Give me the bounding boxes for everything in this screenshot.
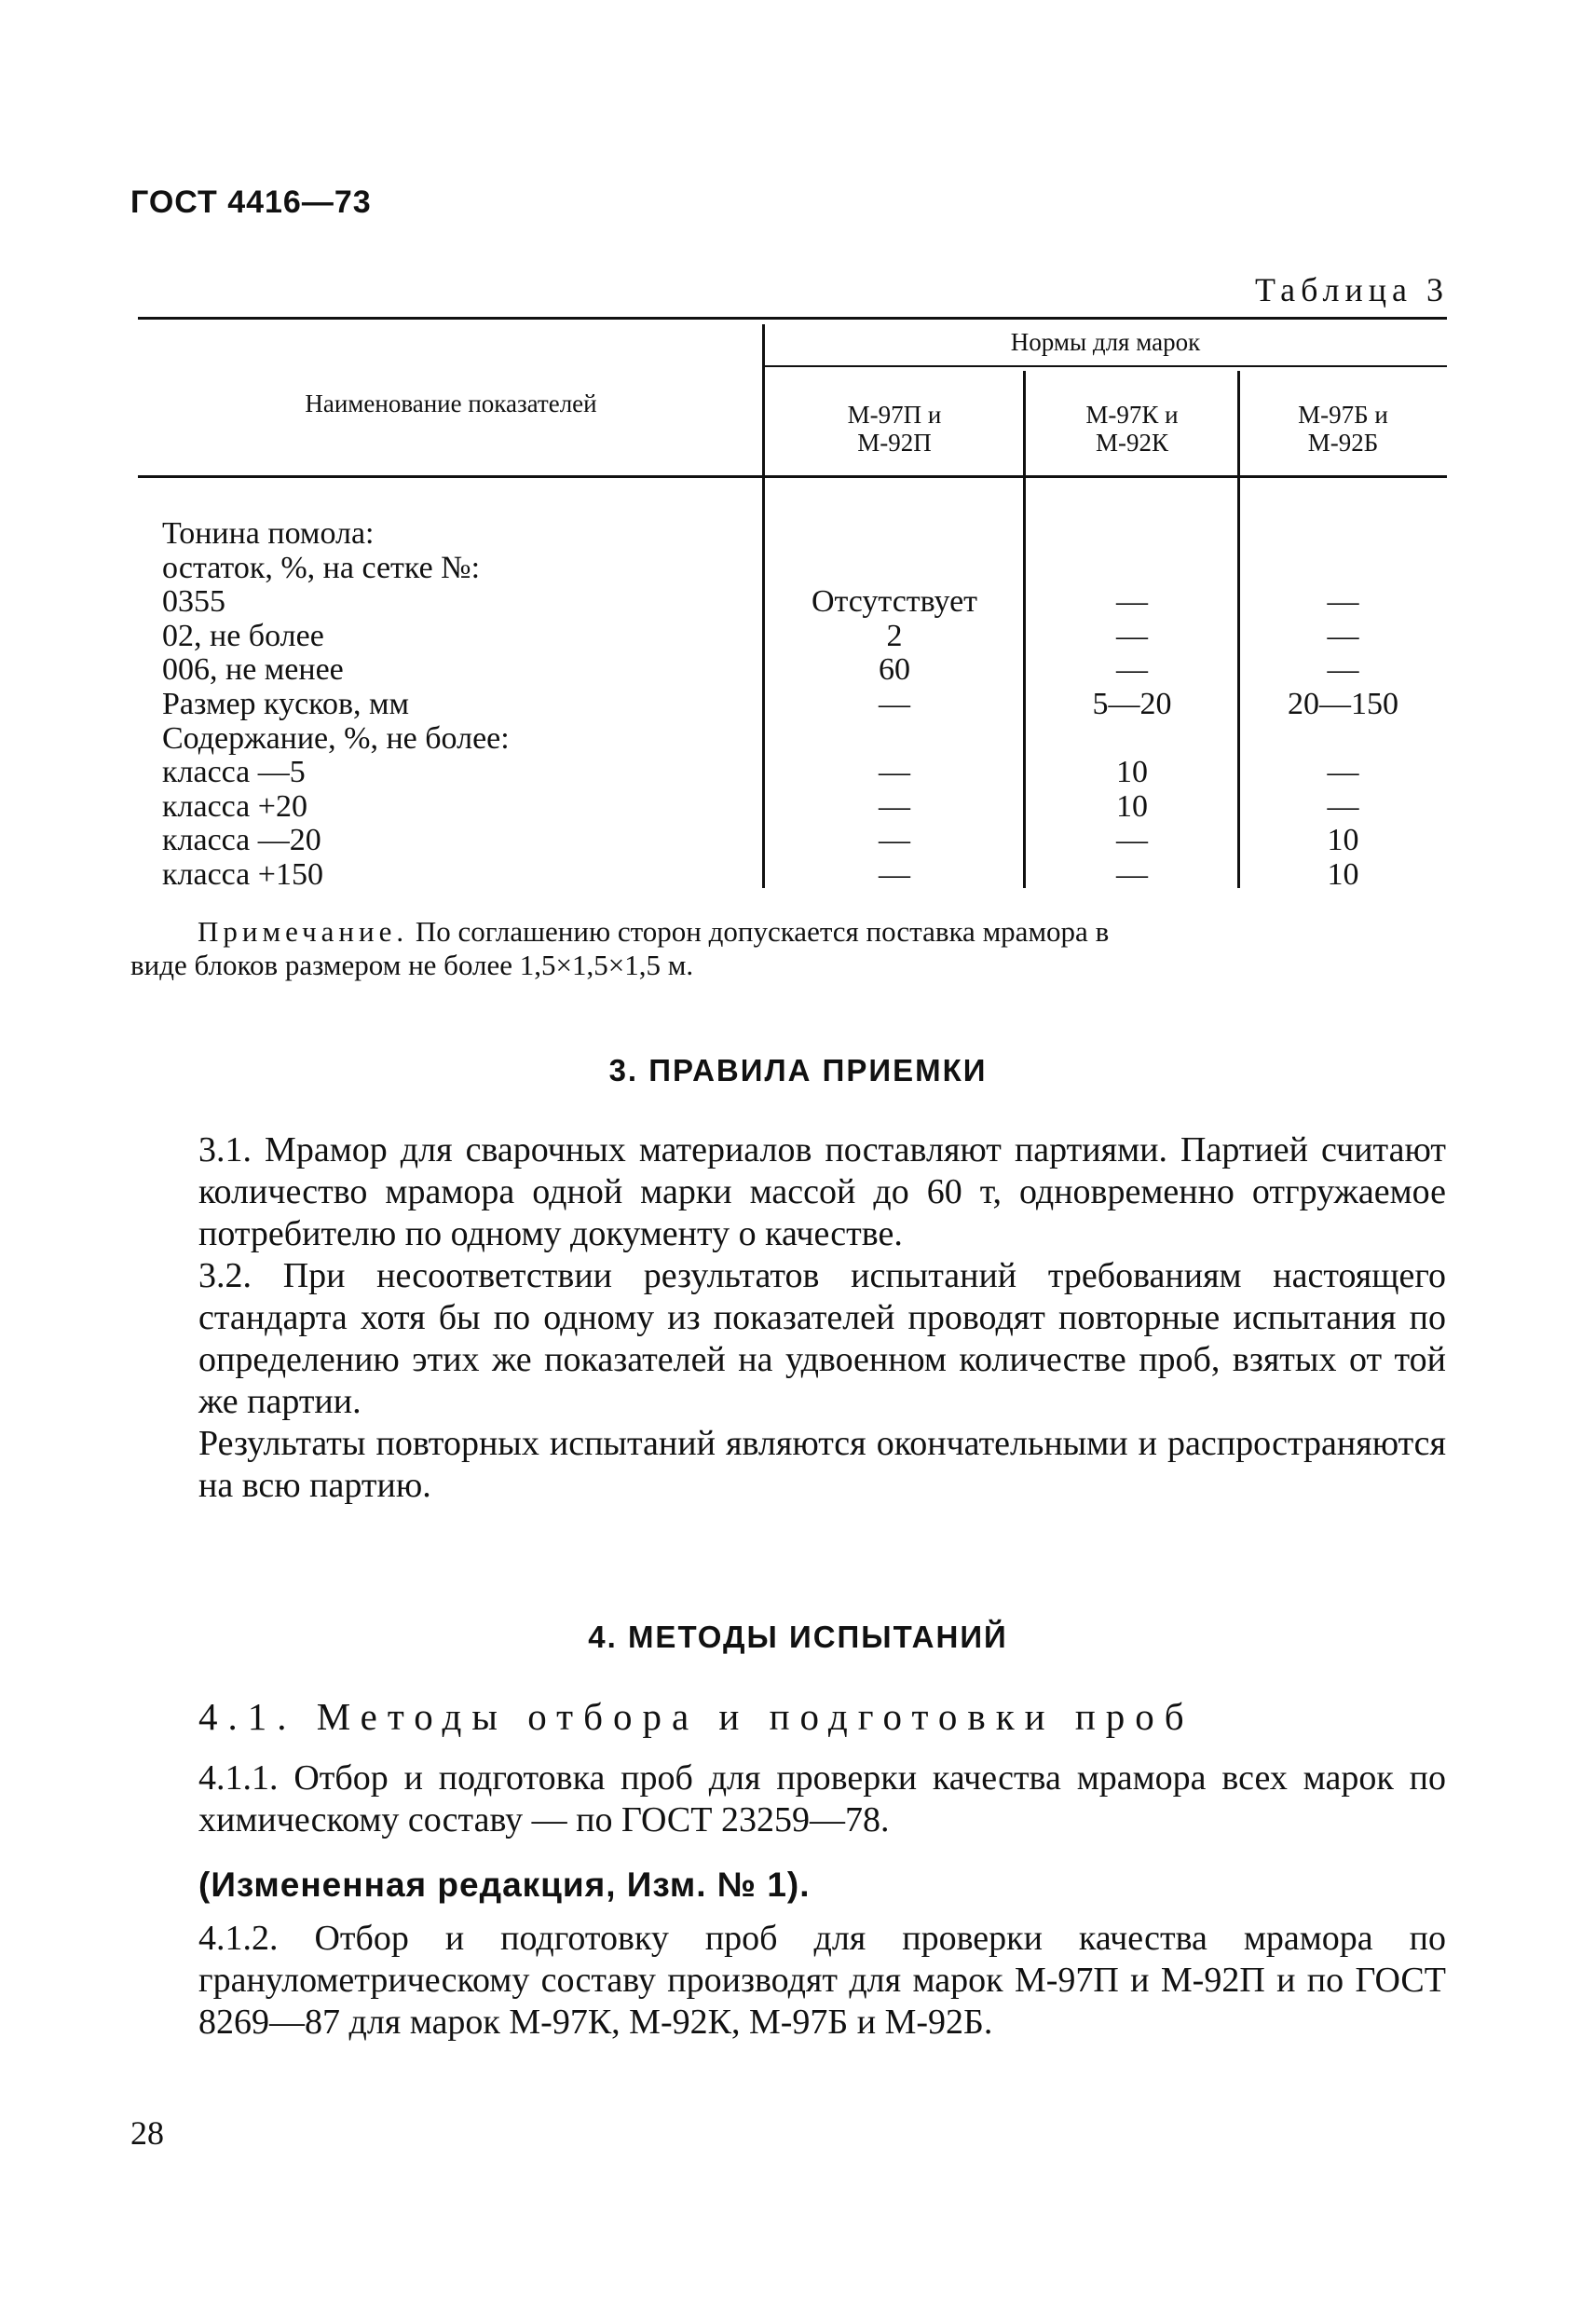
norms-table bbox=[138, 317, 1447, 895]
cell: 10 bbox=[1116, 788, 1148, 824]
cell: 10 bbox=[1327, 856, 1359, 892]
cell: — bbox=[1327, 618, 1359, 653]
paragraph-3-3: Результаты повторных испытаний являются окончательными и распространяются на всю партию. bbox=[198, 1424, 1446, 1505]
cell: Отсутствует bbox=[811, 584, 978, 620]
cell: — bbox=[1327, 584, 1359, 620]
cell: — bbox=[1116, 652, 1148, 688]
cell: — bbox=[1116, 584, 1148, 620]
cell: 10 bbox=[1116, 755, 1148, 790]
table-caption: Таблица 3 bbox=[1255, 271, 1449, 308]
cell: 60 bbox=[879, 652, 910, 688]
cell: — bbox=[1327, 652, 1359, 688]
cell bbox=[1239, 552, 1447, 586]
paragraph-4-1-2 bbox=[130, 1918, 1446, 2044]
cell: — bbox=[879, 823, 910, 858]
header-grade-col3: М-97Б и М-92Б bbox=[1298, 401, 1388, 457]
section-3-body bbox=[130, 1129, 1446, 1507]
section-3-heading: 3. ПРАВИЛА ПРИЕМКИ bbox=[608, 1053, 988, 1087]
cell: 5—20 bbox=[1092, 686, 1172, 721]
header-norms-group: Нормы для марок bbox=[1010, 328, 1201, 356]
page-number: 28 bbox=[130, 2114, 164, 2152]
row-label: Размер кусков, мм bbox=[162, 686, 410, 721]
amendment-note: (Измененная редакция, Изм. № 1). bbox=[198, 1866, 811, 1904]
row-label: класса —5 bbox=[162, 755, 306, 790]
section-4-heading: 4. МЕТОДЫ ИСПЫТАНИЙ bbox=[588, 1620, 1008, 1654]
row-label: Тонина помола: bbox=[162, 516, 375, 551]
table-note-line2: виде блоков размером не более 1,5×1,5×1,5 м. bbox=[130, 949, 694, 981]
header-name-column: Наименование показателей bbox=[305, 390, 597, 417]
cell bbox=[1239, 722, 1447, 757]
cell: — bbox=[1116, 823, 1148, 858]
cell bbox=[764, 552, 1025, 586]
cell: — bbox=[1116, 856, 1148, 892]
cell: — bbox=[1116, 618, 1148, 653]
column-grade-3-values bbox=[1239, 517, 1447, 893]
header-grade-col2: М-97К и М-92К bbox=[1085, 401, 1179, 457]
header-grade-col1: М-97П и М-92П bbox=[847, 401, 942, 457]
cell: — bbox=[1327, 755, 1359, 790]
row-label: класса +20 bbox=[162, 788, 307, 824]
column-grade-1-values bbox=[764, 517, 1025, 893]
cell: 20—150 bbox=[1288, 686, 1398, 721]
row-label: Содержание, %, не более: bbox=[162, 720, 510, 756]
row-label: 0355 bbox=[162, 584, 225, 620]
paragraph-4-1-1 bbox=[130, 1757, 1446, 1841]
paragraph-4-1-2-text: 4.1.2. Отбор и подготовку проб для проверки качества мрамора по гранулометрическому составу производят для марок М-97П и М-92П и по ГОСТ 8269—87 для марок М-97К, М-92К, М-97Б и М-92Б. bbox=[198, 1919, 1446, 2042]
row-labels bbox=[162, 517, 510, 893]
cell: — bbox=[1327, 788, 1359, 824]
subsection-4-1-heading: 4.1. Методы отбора и подготовки проб bbox=[198, 1695, 1194, 1738]
cell: — bbox=[879, 686, 910, 721]
cell: — bbox=[879, 788, 910, 824]
cell bbox=[1025, 722, 1239, 757]
paragraph-3-2: 3.2. При несоответствии результатов испытаний требованиям настоящего стандарта хотя бы по одному из показателей проводят повторные испытания по определению этих же показателей на удвоенном количестве проб, взятых от той же партии. bbox=[198, 1256, 1446, 1421]
document-header: ГОСТ 4416—73 bbox=[130, 185, 372, 220]
note-label: Примечание. bbox=[198, 915, 409, 948]
cell: 2 bbox=[886, 618, 903, 653]
cell bbox=[1025, 552, 1239, 586]
column-grade-2-values bbox=[1025, 517, 1239, 893]
cell bbox=[764, 517, 1025, 552]
table-top-rule bbox=[138, 317, 1447, 320]
row-label: остаток, %, на сетке №: bbox=[162, 550, 481, 585]
row-label: 006, не менее bbox=[162, 652, 344, 688]
header-group-rule bbox=[764, 365, 1447, 367]
cell bbox=[1025, 517, 1239, 552]
row-label: класса +150 bbox=[162, 856, 323, 892]
cell bbox=[764, 722, 1025, 757]
cell: — bbox=[879, 755, 910, 790]
header-bottom-rule bbox=[138, 475, 1447, 478]
row-label: класса —20 bbox=[162, 823, 321, 858]
cell: — bbox=[879, 856, 910, 892]
paragraph-4-1-1-text: 4.1.1. Отбор и подготовка проб для проверки качества мрамора всех марок по химическому составу — по ГОСТ 23259—78. bbox=[198, 1758, 1446, 1839]
table-note-line1 bbox=[198, 915, 1109, 949]
note-text: По соглашению сторон допускается поставка мрамора в bbox=[415, 915, 1110, 948]
paragraph-3-1: 3.1. Мрамор для сварочных материалов поставляют партиями. Партией считают количество мрамора одной марки массой до 60 т, одновременно отгружаемое потребителю по одному документу о качестве. bbox=[198, 1130, 1446, 1253]
cell: 10 bbox=[1327, 823, 1359, 858]
cell bbox=[1239, 517, 1447, 552]
row-label: 02, не более bbox=[162, 618, 324, 653]
